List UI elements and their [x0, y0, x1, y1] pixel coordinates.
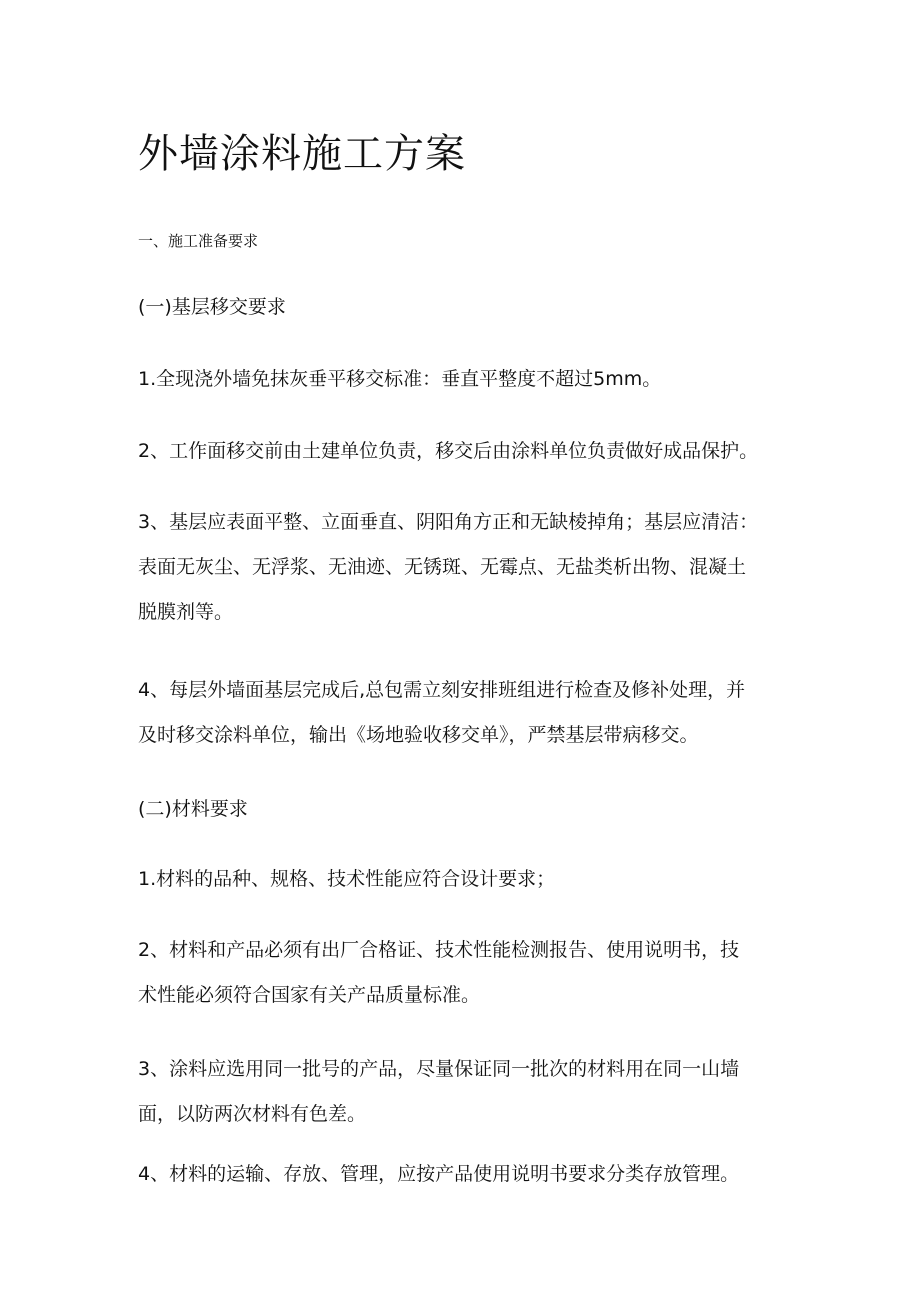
paragraph-line: 面，以防两次材料有色差。: [138, 1103, 367, 1125]
paragraph: 4、材料的运输、存放、管理，应按产品使用说明书要求分类存放管理。: [138, 1163, 740, 1185]
paragraph-line: 脱膜剂等。: [138, 601, 234, 623]
paragraph-line: 3、基层应表面平整、立面垂直、阴阳角方正和无缺棱掉角；基层应清洁：: [138, 511, 759, 533]
subsection-heading: (一)基层移交要求: [138, 296, 286, 318]
paragraph: 1.全现浇外墙免抹灰垂平移交标准：垂直平整度不超过5mm。: [138, 368, 662, 390]
paragraph-line: 3、涂料应选用同一批号的产品，尽量保证同一批次的材料用在同一山墙: [138, 1058, 740, 1080]
paragraph-line: 及时移交涂料单位，输出《场地验收移交单》，严禁基层带病移交。: [138, 724, 699, 746]
document-title: 外墙涂料施工方案: [138, 131, 466, 177]
paragraph: 2、工作面移交前由土建单位负责，移交后由涂料单位负责做好成品保护。: [138, 440, 759, 462]
paragraph-line: 2、材料和产品必须有出厂合格证、技术性能检测报告、使用说明书，技: [138, 939, 740, 961]
section-heading: 一、施工准备要求: [138, 232, 259, 250]
paragraph-line: 4、每层外墙面基层完成后,总包需立刻安排班组进行检查及修补处理，并: [138, 679, 746, 701]
paragraph-line: 表面无灰尘、无浮浆、无油迹、无锈斑、无霉点、无盐类析出物、混凝土: [138, 556, 747, 578]
subsection-heading: (二)材料要求: [138, 798, 248, 820]
paragraph-line: 术性能必须符合国家有关产品质量标准。: [138, 984, 481, 1006]
paragraph: 1.材料的品种、规格、技术性能应符合设计要求；: [138, 868, 556, 890]
